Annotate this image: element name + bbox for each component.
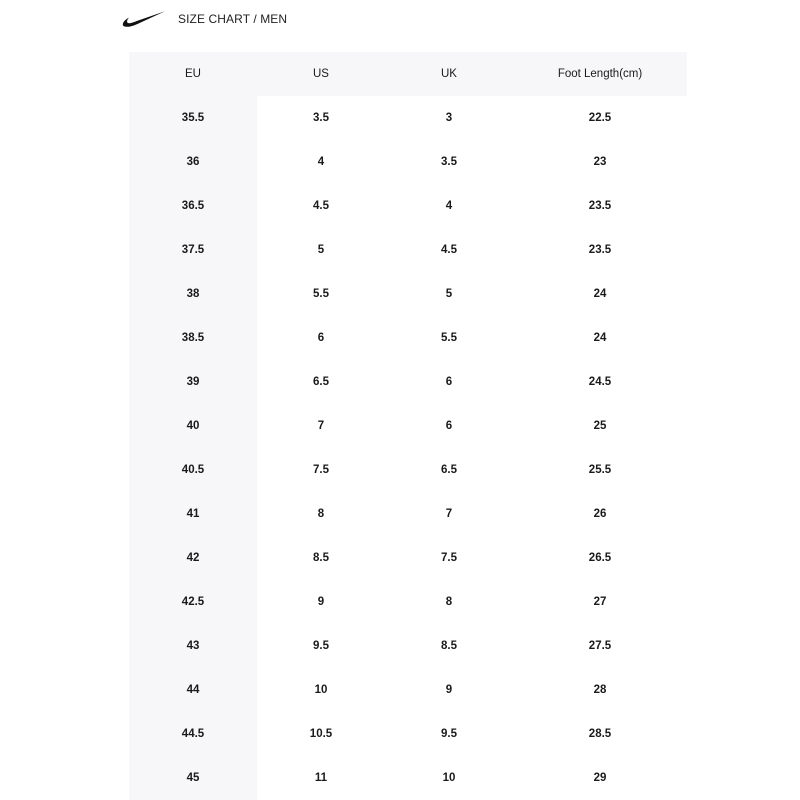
cell-eu: 42 <box>186 552 200 564</box>
cell-foot-length: 28 <box>593 684 607 696</box>
cell-foot-length: 29 <box>593 772 607 784</box>
table-row <box>129 492 687 536</box>
cell-us: 8.5 <box>313 552 329 564</box>
table-row <box>129 96 687 140</box>
cell-eu: 38 <box>186 288 200 300</box>
size-table <box>129 52 687 800</box>
cell-us: 4 <box>317 156 325 168</box>
cell-eu: 42.5 <box>181 596 205 608</box>
cell-foot-length: 24 <box>593 288 607 300</box>
cell-foot-length: 26.5 <box>588 552 612 564</box>
cell-uk: 6 <box>445 376 453 388</box>
cell-us: 4.5 <box>313 200 329 212</box>
cell-uk: 7 <box>445 508 453 520</box>
cell-foot-length: 26 <box>593 508 607 520</box>
cell-uk: 7.5 <box>441 552 457 564</box>
table-row <box>129 712 687 756</box>
column-header-eu: EU <box>185 68 201 80</box>
cell-foot-length: 24.5 <box>588 376 612 388</box>
cell-eu: 43 <box>186 640 200 652</box>
swoosh-logo-icon <box>122 10 166 28</box>
column-header-uk: UK <box>441 68 457 80</box>
cell-us: 5.5 <box>313 288 329 300</box>
cell-uk: 3 <box>445 112 453 124</box>
cell-uk: 6 <box>445 420 453 432</box>
cell-eu: 35.5 <box>181 112 205 124</box>
cell-us: 10.5 <box>309 728 333 740</box>
cell-uk: 8 <box>445 596 453 608</box>
cell-eu: 44.5 <box>181 728 205 740</box>
cell-foot-length: 27 <box>593 596 607 608</box>
header <box>122 8 287 30</box>
cell-uk: 4 <box>445 200 453 212</box>
cell-eu: 41 <box>186 508 200 520</box>
cell-eu: 37.5 <box>181 244 205 256</box>
cell-uk: 8.5 <box>441 640 457 652</box>
cell-foot-length: 23.5 <box>588 244 612 256</box>
cell-eu: 40 <box>186 420 200 432</box>
cell-foot-length: 25 <box>593 420 607 432</box>
cell-uk: 6.5 <box>441 464 457 476</box>
cell-foot-length: 23.5 <box>588 200 612 212</box>
page-title: SIZE CHART / MEN <box>178 12 288 26</box>
cell-us: 5 <box>317 244 325 256</box>
table-row <box>129 624 687 668</box>
column-header-foot-length: Foot Length(cm) <box>557 68 643 80</box>
table-row <box>129 184 687 228</box>
cell-foot-length: 25.5 <box>588 464 612 476</box>
cell-us: 6.5 <box>313 376 329 388</box>
cell-eu: 40.5 <box>181 464 205 476</box>
table-row <box>129 536 687 580</box>
cell-eu: 39 <box>186 376 200 388</box>
cell-uk: 5.5 <box>441 332 457 344</box>
cell-us: 3.5 <box>313 112 329 124</box>
table-row <box>129 404 687 448</box>
table-row <box>129 272 687 316</box>
table-header-row <box>129 52 687 96</box>
cell-us: 9.5 <box>313 640 329 652</box>
cell-foot-length: 23 <box>593 156 607 168</box>
table-row <box>129 140 687 184</box>
cell-eu: 45 <box>186 772 200 784</box>
table-body <box>129 96 687 800</box>
cell-uk: 10 <box>442 772 456 784</box>
cell-foot-length: 24 <box>593 332 607 344</box>
cell-us: 9 <box>317 596 325 608</box>
cell-eu: 38.5 <box>181 332 205 344</box>
cell-eu: 36.5 <box>181 200 205 212</box>
cell-eu: 44 <box>186 684 200 696</box>
cell-us: 7 <box>317 420 325 432</box>
column-header-us: US <box>313 68 329 80</box>
table-row <box>129 360 687 404</box>
cell-uk: 5 <box>445 288 453 300</box>
cell-foot-length: 28.5 <box>588 728 612 740</box>
table-row <box>129 448 687 492</box>
cell-us: 10 <box>314 684 328 696</box>
cell-uk: 9.5 <box>441 728 457 740</box>
cell-uk: 3.5 <box>441 156 457 168</box>
cell-foot-length: 22.5 <box>588 112 612 124</box>
size-table-grid <box>129 52 687 800</box>
table-row <box>129 228 687 272</box>
table-row <box>129 580 687 624</box>
cell-uk: 9 <box>445 684 453 696</box>
cell-uk: 4.5 <box>441 244 457 256</box>
table-row <box>129 756 687 800</box>
cell-us: 8 <box>317 508 325 520</box>
cell-us: 11 <box>314 772 328 784</box>
cell-us: 6 <box>317 332 325 344</box>
cell-eu: 36 <box>186 156 200 168</box>
cell-us: 7.5 <box>313 464 329 476</box>
table-row <box>129 668 687 712</box>
table-row <box>129 316 687 360</box>
cell-foot-length: 27.5 <box>588 640 612 652</box>
